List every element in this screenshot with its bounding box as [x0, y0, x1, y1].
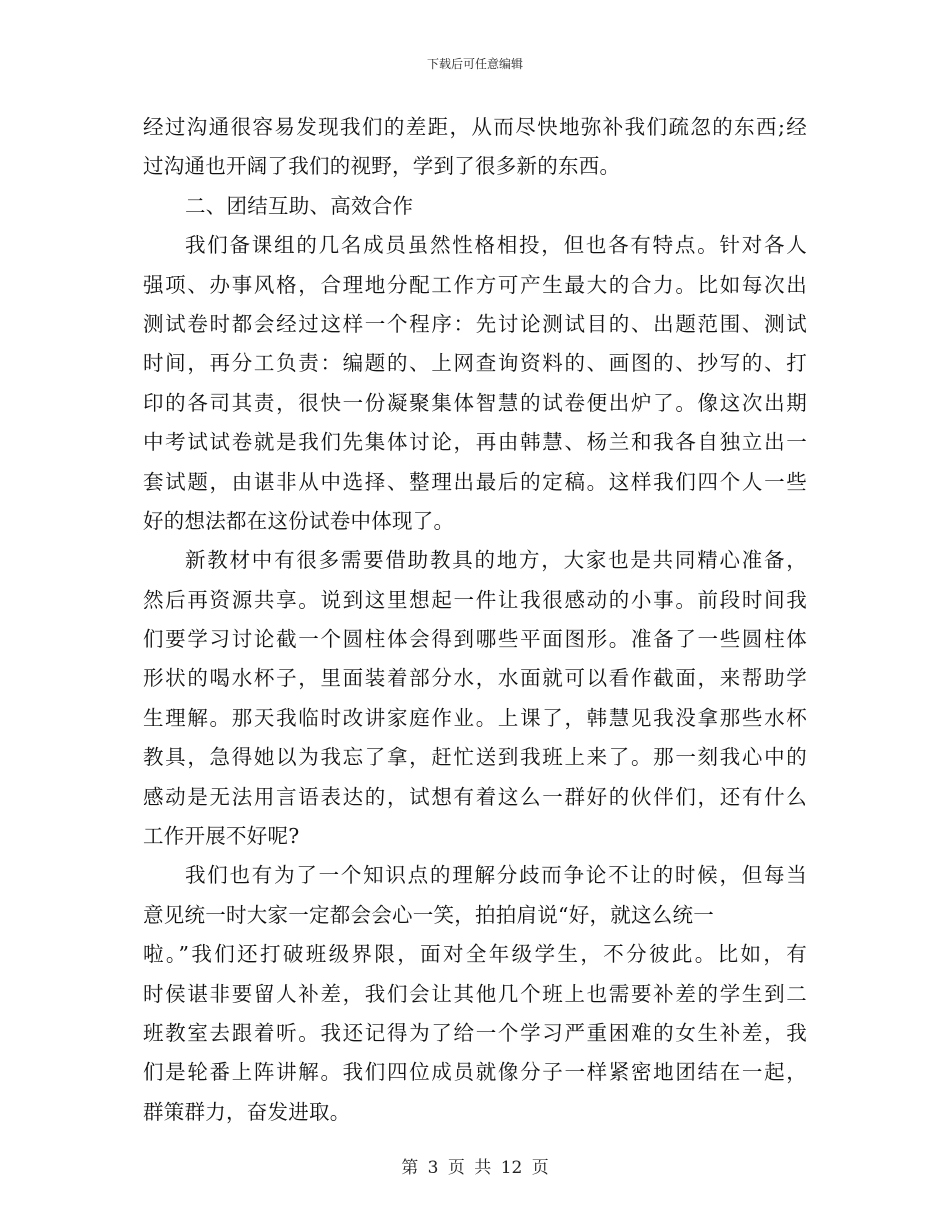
text-line: 二、团结互助、高效合作	[185, 193, 414, 218]
text-line: 中考试试卷就是我们先集体讨论，再由韩慧、杨兰和我各自独立出一	[143, 430, 807, 455]
text-line: 强项、办事风格，合理地分配工作方可产生最大的合力。比如每次出	[143, 272, 807, 297]
text-line: 然后再资源共享。说到这里想起一件让我很感动的小事。前段时间我	[143, 587, 807, 612]
text-line: 班教室去跟着听。我还记得为了给一个学习严重困难的女生补差，我	[143, 1020, 807, 1045]
text-line: 过沟通也开阔了我们的视野，学到了很多新的东西。	[143, 154, 621, 179]
text-line: 印的各司其责，很快一份凝聚集体智慧的试卷便出炉了。像这次出期	[143, 390, 807, 415]
text-line: 感动是无法用言语表达的，试想有着这么一群好的伙伴们，还有什么	[143, 784, 807, 809]
text-line: 生理解。那天我临时改讲家庭作业。上课了，韩慧见我没拿那些水杯	[143, 705, 807, 730]
page-footer: 第 3 页 共 12 页	[401, 1158, 549, 1178]
text-line: 经过沟通很容易发现我们的差距，从而尽快地弥补我们疏忽的东西;经	[143, 115, 807, 139]
text-line: 啦。”我们还打破班级界限，面对全年级学生，不分彼此。比如，有	[143, 942, 807, 967]
text-line: 工作开展不好呢?	[143, 824, 300, 849]
text-line: 时侯谌非要留人补差，我们会让其他几个班上也需要补差的学生到二	[143, 981, 807, 1006]
text-line: 形状的喝水杯子，里面装着部分水，水面就可以看作截面，来帮助学	[143, 666, 807, 691]
text-line: 意见统一时大家一定都会会心一笑，拍拍肩说“好，就这么统一	[143, 902, 714, 927]
page-header: 下载后可任意编辑	[426, 57, 523, 71]
text-line: 我们也有为了一个知识点的理解分歧而争论不让的时候，但每当	[185, 863, 807, 888]
text-line: 时间，再分工负责：编题的、上网查询资料的、画图的、抄写的、打	[143, 351, 807, 376]
text-line: 测试卷时都会经过这样一个程序：先讨论测试目的、出题范围、测试	[143, 311, 807, 336]
text-line: 我们备课组的几名成员虽然性格相投，但也各有特点。针对各人	[185, 233, 807, 258]
text-line: 套试题，由谌非从中选择、整理出最后的定稿。这样我们四个人一些	[143, 469, 807, 494]
text-line: 新教材中有很多需要借助教具的地方，大家也是共同精心准备，	[185, 548, 807, 573]
document-body	[143, 108, 807, 1132]
text-line: 们要学习讨论截一个圆柱体会得到哪些平面图形。准备了一些圆柱体	[143, 627, 807, 652]
text-line: 群策群力，奋发进取。	[143, 1099, 351, 1124]
text-line: 好的想法都在这份试卷中体现了。	[143, 508, 455, 533]
text-line: 们是轮番上阵讲解。我们四位成员就像分子一样紧密地团结在一起，	[143, 1060, 807, 1085]
text-line: 教具，急得她以为我忘了拿，赶忙送到我班上来了。那一刻我心中的	[143, 745, 807, 770]
